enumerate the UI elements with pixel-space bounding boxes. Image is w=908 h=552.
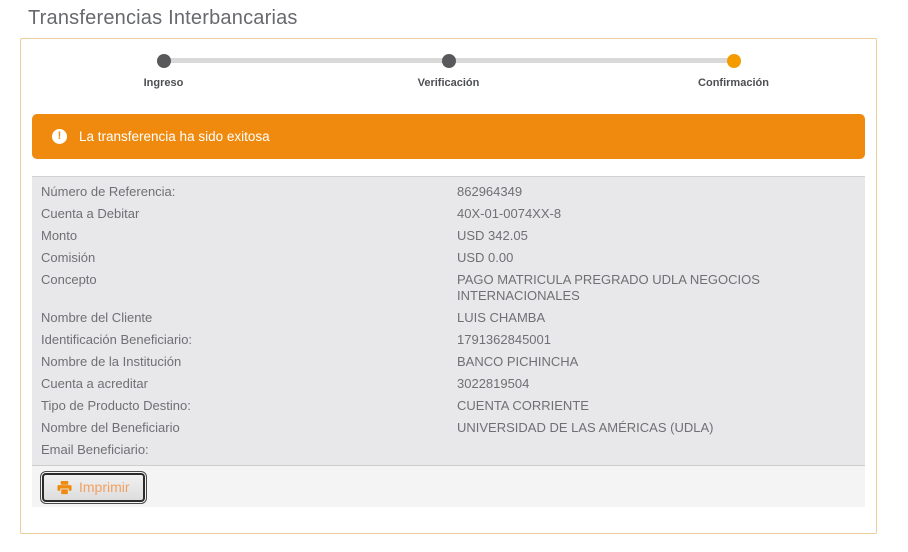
- detail-row: [32, 307, 865, 329]
- transfer-confirmation-panel: [20, 38, 877, 534]
- detail-label: Nombre de la Institución: [41, 354, 182, 369]
- actions-bar: [32, 466, 865, 507]
- step-dot-icon: [157, 54, 171, 68]
- detail-row: [32, 351, 865, 373]
- detail-label: Identificación Beneficiario:: [41, 332, 193, 347]
- detail-row: [32, 247, 865, 269]
- detail-value: BANCO PICHINCHA: [457, 354, 579, 369]
- detail-label: Nombre del Cliente: [41, 310, 153, 325]
- step-dot-icon: [442, 54, 456, 68]
- exclamation-circle-icon: !: [52, 129, 67, 144]
- print-button[interactable]: [42, 473, 145, 502]
- detail-label: Monto: [41, 228, 78, 243]
- detail-label: Nombre del Beneficiario: [41, 420, 180, 435]
- detail-value: 862964349: [457, 184, 523, 199]
- detail-label: Cuenta a acreditar: [41, 376, 148, 391]
- detail-value: PAGO MATRICULA PREGRADO UDLA NEGOCIOS INTERNACIONALES: [457, 272, 760, 303]
- page-title: Transferencias Interbancarias: [28, 7, 298, 29]
- step-dot-icon: [727, 54, 741, 68]
- detail-row: [32, 329, 865, 351]
- detail-label: Número de Referencia:: [41, 184, 176, 199]
- detail-label: Comisión: [41, 250, 96, 265]
- stepper-step: [21, 54, 306, 89]
- detail-row: [32, 439, 865, 461]
- detail-value: USD 342.05: [457, 228, 528, 243]
- alert-message: La transferencia ha sido exitosa: [79, 129, 270, 144]
- printer-icon: [57, 480, 72, 495]
- detail-row: [32, 417, 865, 439]
- step-label: Verificación: [417, 77, 480, 89]
- step-label: Confirmación: [698, 77, 769, 89]
- detail-label: Tipo de Producto Destino:: [41, 398, 191, 413]
- detail-row: [32, 203, 865, 225]
- step-label: Ingreso: [143, 77, 184, 89]
- detail-row: [32, 395, 865, 417]
- detail-value: UNIVERSIDAD DE LAS AMÉRICAS (UDLA): [457, 420, 714, 435]
- detail-label: Email Beneficiario:: [41, 442, 149, 457]
- detail-value: USD 0.00: [457, 250, 514, 265]
- detail-row: [32, 225, 865, 247]
- stepper-step: [591, 54, 876, 89]
- detail-value: CUENTA CORRIENTE: [457, 398, 589, 413]
- stepper-step: [306, 54, 591, 89]
- detail-label: Cuenta a Debitar: [41, 206, 140, 221]
- detail-value: 40X-01-0074XX-8: [457, 206, 562, 221]
- detail-value: 3022819504: [457, 376, 530, 391]
- detail-row: [32, 373, 865, 395]
- transfer-details-table: [32, 176, 865, 466]
- detail-value: 1791362845001: [457, 332, 551, 347]
- detail-row: [32, 181, 865, 203]
- wizard-stepper: [21, 39, 876, 89]
- print-button-label: Imprimir: [79, 479, 130, 495]
- detail-row: [32, 269, 865, 307]
- detail-label: Concepto: [41, 272, 97, 287]
- success-alert: [32, 114, 865, 159]
- detail-value: LUIS CHAMBA: [457, 310, 546, 325]
